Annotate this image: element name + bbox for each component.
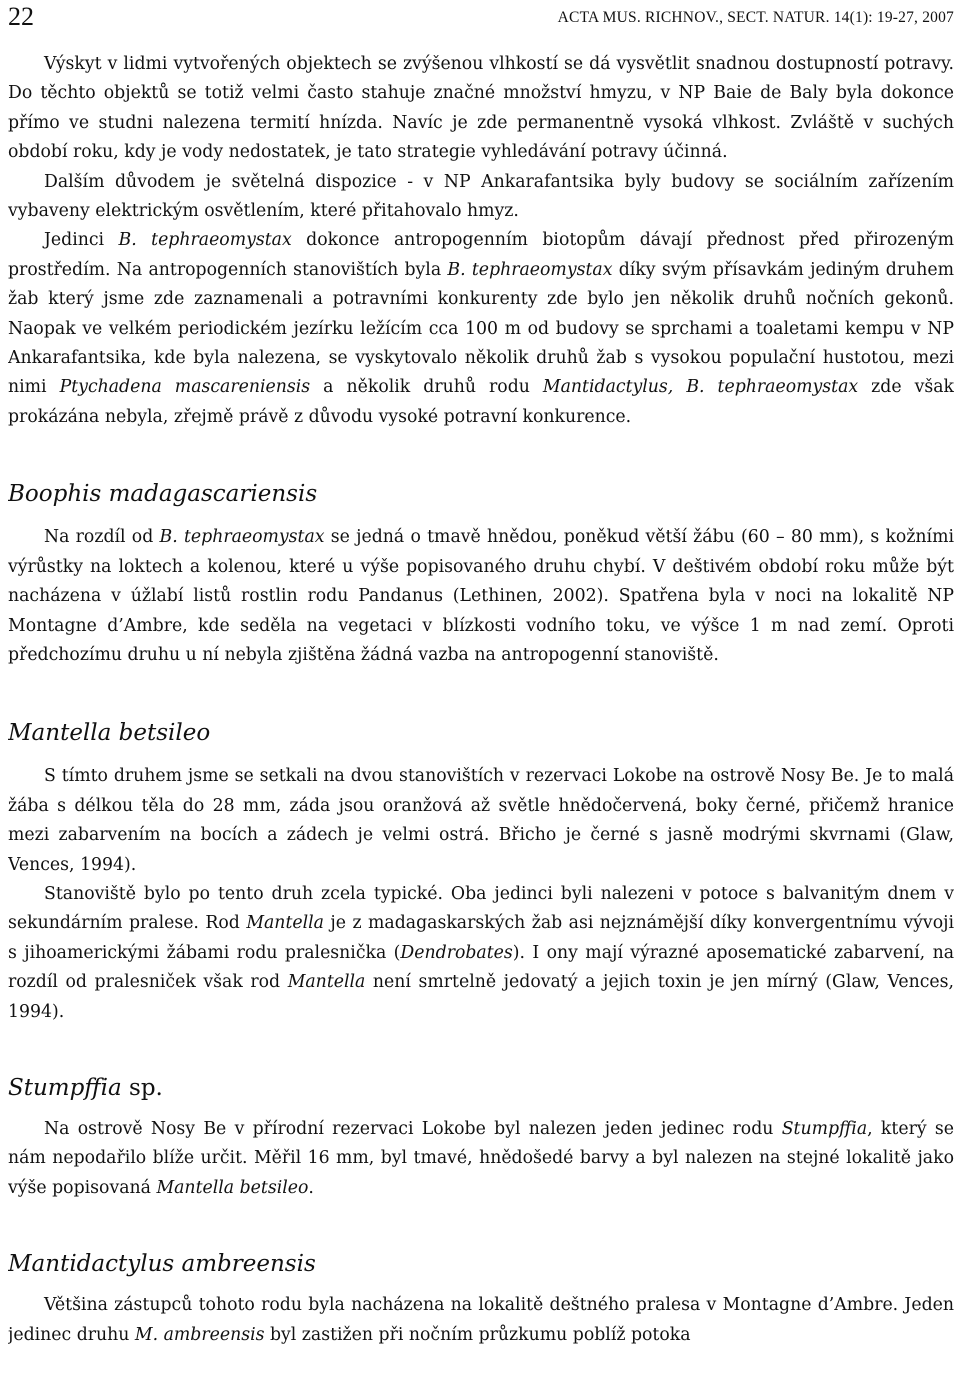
section-heading-mantella: Mantella betsileo [8,720,211,747]
running-head: ACTA MUS. RICHNOV., SECT. NATUR. 14(1): 19-27, 2007 [557,9,954,26]
species-name: B. tephraeomystax [159,527,325,548]
section-heading-boophis: Boophis madagascariensis [8,481,318,508]
paragraph-mantidactylus-1 [8,1291,954,1350]
page-header [8,2,954,42]
paragraph-intro-1: Výskyt v lidmi vytvořených objektech se zvýšenou vlhkostí se dá vysvětlit snadnou dostupností potravy. Do těchto objektů se totiž velmi často stahuje značné množství hmyzu, v NP Baie de Baly byla dokonce přímo ve studni nalezena termití hnízda. Navíc je zde permanentně vysoká vlhkost. Zvláště v suchých období roku, kdy je vody nedostatek, je tato strategie vyhledávání potravy účinná. [8,54,954,163]
text-span: zde však prokázána nebyla, zřejmě právě z důvodu vysoké potravní konkurence. [8,377,954,427]
text-span: Stanoviště bylo po tento druh zcela typické. Oba jedinci byli nalezeni v potoce s balvanitým dnem v sekundárním pralese. Rod [8,883,954,934]
paragraph-mantella-1: S tímto druhem jsme se setkali na dvou stanovištích v rezervaci Lokobe na ostrově Nosy Be. Je to malá žába s délkou těla do 28 mm, záda jsou oranžová až světle hnědočervená, boky černé, přičemž hranice mezi zabarvením na bocích a zádech je velmi ostrá. Břicho je černé s jasně modrými skvrnami (Glaw, Vences, 1994). [8,766,954,875]
paragraph-intro-2: Dalším důvodem je světelná dispozice - v NP Ankarafantsika byly budovy se sociálním zařízením vybaveny elektrickým osvětlením, které přitahovalo hmyz. [8,171,954,222]
text-span: Na ostrově Nosy Be v přírodní rezervaci Lokobe byl nalezen jeden jedinec rodu [44,1118,782,1139]
species-name: Mantella [246,913,324,934]
section-heading-stumpffia [8,1073,954,1103]
paragraph-boophis-1 [8,523,954,670]
species-name: M. ambreensis [134,1324,265,1345]
species-name: Stumpffia [781,1118,868,1139]
text-span: a několik druhů rodu [310,377,543,398]
article-body [8,50,954,1350]
page-number: 22 [8,2,34,31]
species-name: Mantella [287,972,366,993]
text-span: není smrtelně jedovatý a jejich toxin je jen mírný (Glaw, Vences, 1994). [8,972,954,1022]
text-span: byl zastižen při nočním průzkumu poblíž potoka [264,1324,691,1345]
text-span: Většina zástupců tohoto rodu byla nacházena na lokalitě deštného pralesa v Montagne d’Ambre. Jeden jedinec druhu [8,1295,954,1345]
species-name: B. tephraeomystax [447,259,613,280]
text-span: je z madagaskarských žab asi nejznámější díky konvergentnímu vývoji s jihoamerickými žábami rodu pralesnička ( [8,913,954,963]
heading-sp: sp. [121,1074,163,1101]
text-span: dokonce antropogenním biotopům dávají přednost před přirozeným prostředím. Na antropogenních stanovištích byla [8,230,954,280]
text-span: díky svým přísavkám jediným druhem žab který jsme zde zaznamenali a potravními konkurenty zde bylo jen několik druhů nočních gekonů. Naopak ve velkém periodickém jezírku ležícím cca 100 m od budovy se sprchami a toaletami kempu v NP Ankarafantsika, kde byla nalezena, se vyskytovalo několik druhů žab s vysokou populační hustotou, mezi nimi [8,259,954,398]
species-name: Ptychadena mascareniensis [59,377,311,398]
species-name: B. tephraeomystax [118,230,292,251]
text-span: . [308,1177,314,1198]
paragraph-stumpffia-1 [8,1115,954,1203]
paragraph-mantella-2 [8,880,954,1027]
text-span: ). I ony mají výrazné aposematické zabarvení, na rozdíl od pralesniček však rod [8,942,954,993]
text-span: Jedinci [44,230,119,251]
paragraph-intro-3 [8,226,954,432]
species-name: Mantidactylus, B. tephraeomystax [542,377,859,398]
species-name: Mantella betsileo [156,1177,309,1198]
species-name: Dendrobates [400,942,513,963]
text-span: , který se nám nepodařilo blíže určit. Měřil 16 mm, byl tmavé, hnědošedé barvy a byl nalezen na stejné lokalitě jako výše popisovaná [8,1118,954,1198]
text-span: Na rozdíl od [44,527,160,548]
heading-genus: Stumpffia [8,1074,122,1101]
document-page [8,0,954,1394]
text-span: se jedná o tmavě hnědou, poněkud větší žábu (60 – 80 mm), s kožními výrůstky na loktech a kolenou, které u výše popisovaného druhu chybí. V deštivém období roku může být nacházena v úžlabí listů rostlin rodu Pandanus (Lethinen, 2002). Spatřena byla v noci na lokalitě NP Montagne d’Ambre, kde seděla na vegetaci v blízkosti vodního toku, ve výšce 1 m nad zemí. Oproti předchozímu druhu u ní nebyla zjištěna žádná vazba na antropogenní stanoviště. [8,527,954,665]
section-heading-mantidactylus: Mantidactylus ambreensis [8,1251,316,1278]
